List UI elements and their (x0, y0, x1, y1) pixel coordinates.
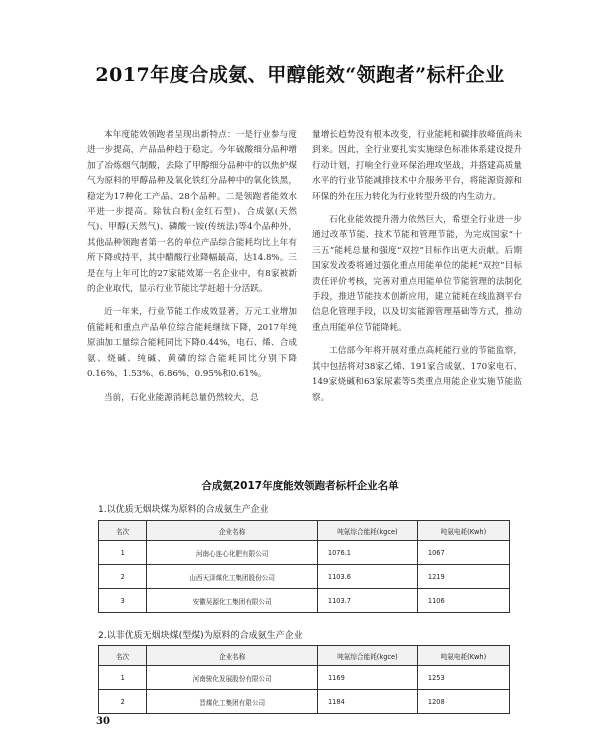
cell-power: 1219 (417, 565, 509, 589)
benchmark-table-briquette (98, 645, 510, 714)
cell-coal: 1103.6 (317, 565, 417, 589)
column-header-rank: 名次 (99, 521, 147, 541)
article-paragraph: 石化业能效提升潜力依然巨大，希望全行业进一步通过改革节能、技术节能和管理节能，为完成国家“十三五”能耗总量和强度“双控”目标作出更大贡献。后期国家发改委将通过强化重点用能单位的能耗“双控”目标责任评价考核，完善对重点用能单位节能管理的法制化手段，推进节能技术创新应用，建立能耗在线监测平台信息化管理手段，以及切实能源管理基础等方式，推动重点用能单位节能降耗。 (312, 215, 522, 333)
cell-rank: 2 (99, 690, 147, 714)
cell-coal: 1103.7 (317, 589, 417, 613)
table-header-row (99, 521, 510, 541)
article-paragraph: 本年度能效领跑者呈现出新特点：一是行业参与度进一步提高，产品品种趋于稳定。今年硫酸细分品种增加了冶炼烟气制酸，去除了甲醇细分品种中的以焦炉煤气为原料的甲醇品种及氧化铁红分品种中的氧化铁黑，稳定为17种化工产品、28个品种。二是领跑者能效水平进一步提高。除钛白粉(金红石型)、合成氨(天然气)、甲醇(天然气)、磷酸一铵(传统法)等4个品种外，其他品种领跑者第一名的单位产品综合能耗均比上年有所下降或持平，其中醋酸行业降幅最高，达14.8%。三是在与上年可比的27家能效第一名企业中，有8家被新的企业取代，显示行业节能比学赶超十分活跃。 (87, 130, 297, 295)
cell-rank: 2 (99, 565, 147, 589)
cell-coal: 1076.1 (317, 541, 417, 565)
table-header-row (99, 646, 510, 666)
cell-power: 1106 (417, 589, 509, 613)
cell-coal: 1184 (317, 690, 417, 714)
article-left-column (87, 128, 297, 406)
column-header-coal-consumption: 吨氨综合能耗(kgce) (317, 521, 417, 541)
article-paragraph: 量增长趋势没有根本改变，行业能耗和碳排放峰值尚未到来。因此，全行业要扎实实施绿色标准体系建设提升行动计划，打响全行业环保治理攻坚战，并搭建高质量水平的行业节能减排技术中介服务平台，将能源资源和环保的外在压力转化为行业转型升级的内生动力。 (312, 130, 522, 202)
cell-power: 1253 (417, 666, 509, 690)
article-paragraph: 当前，石化业能源消耗总量仍然较大，总 (104, 392, 259, 403)
table-row (99, 666, 510, 690)
article-paragraph: 工信部今年将开展对重点高耗能行业的节能监察，其中包括将对38家乙烯、191家合成氨、170家电石、149家烧碱和63家尿素等5类重点用能企业实施节能监察。 (312, 346, 522, 403)
column-header-company: 企业名称 (147, 646, 318, 666)
page-number: 30 (96, 716, 110, 727)
benchmark-table-anthracite (98, 520, 510, 613)
benchmark-section-label: 2.以非优质无烟块煤(型煤)为原料的合成氨生产企业 (98, 631, 303, 641)
cell-company: 山西天泽煤化工集团股份公司 (147, 565, 318, 589)
cell-company: 河南骏化发展股份有限公司 (147, 666, 318, 690)
article-paragraph: 近一年来，行业节能工作成效显著，万元工业增加值能耗和重点产品单位综合能耗继续下降，2017年纯原油加工量综合能耗同比下降0.44%，电石、烯、合成氨、烧碱、纯碱、黄磷的综合能耗同比分别下降0.16%、1.53%、6.86%、0.95%和0.61%。 (87, 307, 297, 380)
column-header-power-consumption: 吨氨电耗(Kwh) (417, 646, 509, 666)
cell-company: 晋煤化工集团有限公司 (147, 690, 318, 714)
cell-rank: 1 (99, 541, 147, 565)
cell-power: 1208 (417, 690, 509, 714)
column-header-company: 企业名称 (147, 521, 318, 541)
cell-coal: 1169 (317, 666, 417, 690)
cell-company: 河南心连心化肥有限公司 (147, 541, 318, 565)
page-title: 2017年度合成氨、甲醇能效“领跑者”标杆企业 (95, 64, 505, 86)
cell-power: 1067 (417, 541, 509, 565)
benchmark-section-label: 1.以优质无烟块煤为原料的合成氨生产企业 (98, 505, 269, 515)
table-row (99, 589, 510, 613)
cell-rank: 1 (99, 666, 147, 690)
table-row (99, 565, 510, 589)
table-row (99, 541, 510, 565)
table-row (99, 690, 510, 714)
article-right-column (312, 128, 522, 406)
benchmark-table-title: 合成氨2017年度能效领跑者标杆企业名单 (201, 480, 399, 492)
column-header-rank: 名次 (99, 646, 147, 666)
column-header-coal-consumption: 吨氨综合能耗(kgce) (317, 646, 417, 666)
cell-rank: 3 (99, 589, 147, 613)
column-header-power-consumption: 吨氨电耗(Kwh) (417, 521, 509, 541)
cell-company: 安徽吴源化工集团有限公司 (147, 589, 318, 613)
